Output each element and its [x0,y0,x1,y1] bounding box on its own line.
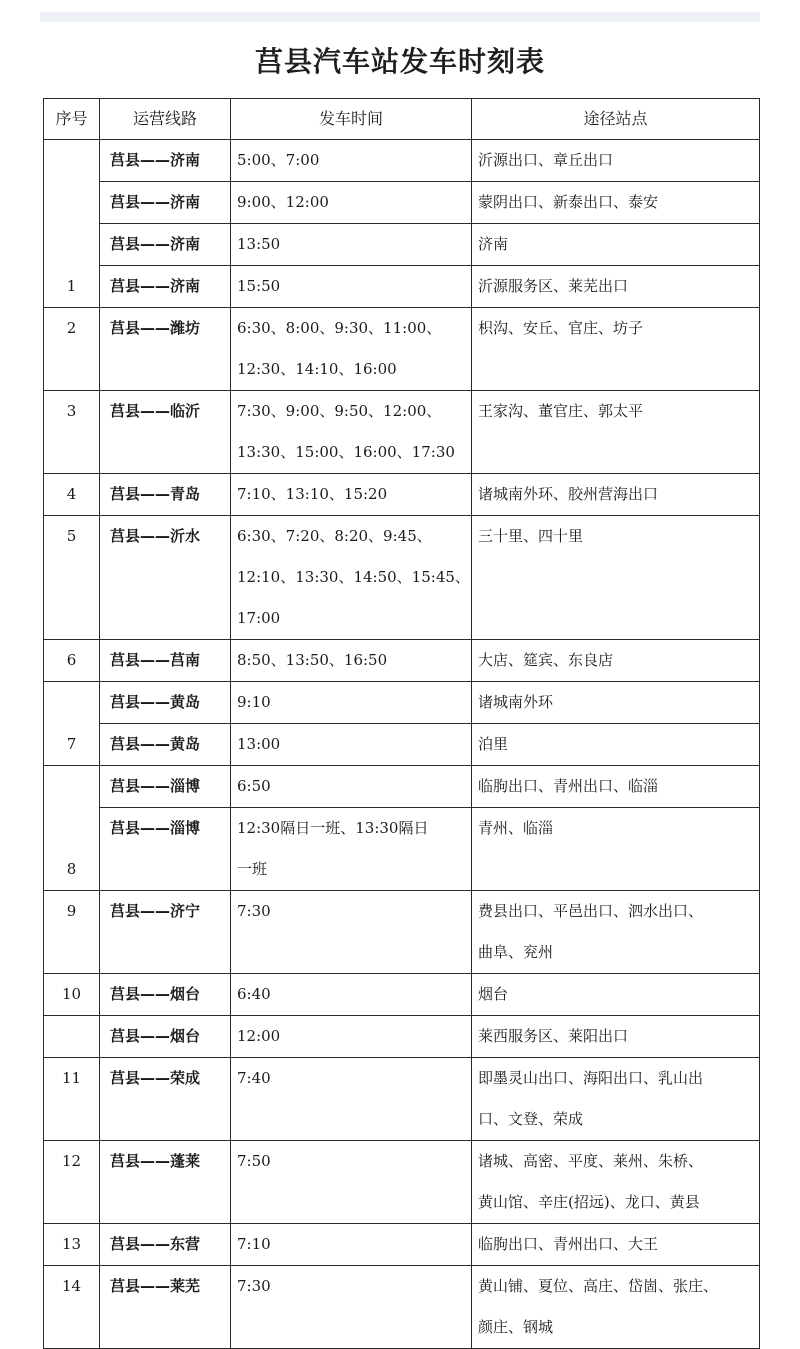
stops-cell [472,724,760,766]
table-row [44,516,760,640]
stops-cell [472,391,760,474]
stops-cell [472,1058,760,1141]
row-number: 8 [44,766,100,891]
stops-cell [472,224,760,266]
table-row [44,1266,760,1349]
stops-cell [472,640,760,682]
table-row [44,224,760,266]
stops-line: 颜庄、钢城 [478,1318,554,1336]
stops-line: 沂源服务区、莱芜出口 [478,277,629,295]
stops-cell [472,808,760,891]
row-number: 2 [44,308,100,391]
departure-times-cell [231,308,472,391]
row-number: 13 [44,1224,100,1266]
stops-line: 诸城南外环、胶州营海出口 [478,485,659,503]
stops-cell [472,308,760,391]
stops-line: 诸城南外环 [478,693,554,711]
departure-times-line: 8:50、13:50、16:50 [237,651,388,669]
route-cell: 莒县——济南 [100,266,231,308]
header-route: 运营线路 [100,99,231,140]
departure-times-cell [231,808,472,891]
departure-times-line: 12:00 [237,1027,281,1045]
stops-line: 蒙阴出口、新泰出口、泰安 [478,193,659,211]
departure-times-cell [231,640,472,682]
route-cell: 莒县——烟台 [100,974,231,1016]
stops-line: 大店、筵宾、东良店 [478,651,614,669]
stops-line: 临朐出口、青州出口、临淄 [478,777,659,795]
stops-line: 费县出口、平邑出口、泗水出口、 [478,902,704,920]
stops-cell [472,1141,760,1224]
stops-cell [472,974,760,1016]
route-cell: 莒县——济宁 [100,891,231,974]
stops-line: 三十里、四十里 [478,527,584,545]
departure-times-cell [231,1224,472,1266]
stops-cell [472,266,760,308]
stops-line: 烟台 [478,985,509,1003]
departure-times-cell [231,974,472,1016]
row-number: 10 [44,974,100,1016]
route-cell: 莒县——青岛 [100,474,231,516]
departure-times-cell [231,266,472,308]
header-times: 发车时间 [231,99,472,140]
row-number: 12 [44,1141,100,1224]
departure-times-line: 7:10、13:10、15:20 [237,485,388,503]
departure-times-line: 13:00 [237,735,281,753]
row-number: 1 [44,140,100,308]
departure-times-line: 7:50 [237,1152,271,1170]
departure-times-cell [231,891,472,974]
row-number: 6 [44,640,100,682]
stops-line: 枳沟、安丘、官庄、坊子 [478,319,644,337]
departure-times-line: 一班 [237,860,268,878]
route-cell: 莒县——蓬莱 [100,1141,231,1224]
departure-times-line: 9:10 [237,693,271,711]
route-cell: 莒县——沂水 [100,516,231,640]
stops-line: 莱西服务区、莱阳出口 [478,1027,629,1045]
stops-cell [472,474,760,516]
departure-times-cell [231,1058,472,1141]
route-cell: 莒县——济南 [100,182,231,224]
departure-times-line: 6:50 [237,777,271,795]
table-row [44,891,760,974]
departure-times-cell [231,724,472,766]
table-row [44,391,760,474]
stops-line: 诸城、高密、平度、莱州、朱桥、 [478,1152,704,1170]
departure-times-line: 6:30、8:00、9:30、11:00、 [237,319,442,337]
route-cell: 莒县——淄博 [100,766,231,808]
departure-times-cell [231,516,472,640]
departure-times-line: 7:30 [237,902,271,920]
stops-line: 曲阜、兖州 [478,943,554,961]
stops-line: 济南 [478,235,509,253]
row-number: 7 [44,682,100,766]
departure-times-line: 12:10、13:30、14:50、15:45、 [237,568,470,586]
table-row [44,266,760,308]
departure-times-line: 7:10 [237,1235,271,1253]
stops-cell [472,1224,760,1266]
top-bar [40,12,760,22]
route-cell: 莒县——临沂 [100,391,231,474]
table-row [44,724,760,766]
table-body [44,140,760,1349]
stops-cell [472,516,760,640]
departure-times-line: 5:00、7:00 [237,151,320,169]
departure-times-cell [231,391,472,474]
stops-cell [472,140,760,182]
route-cell: 莒县——淄博 [100,808,231,891]
row-number [44,1016,100,1058]
departure-times-line: 15:50 [237,277,281,295]
departure-times-line: 7:40 [237,1069,271,1087]
departure-times-line: 6:30、7:20、8:20、9:45、 [237,527,432,545]
stops-line: 临朐出口、青州出口、大王 [478,1235,659,1253]
departure-times-cell [231,766,472,808]
route-cell: 莒县——莱芜 [100,1266,231,1349]
departure-times-line: 7:30、9:00、9:50、12:00、 [237,402,442,420]
row-number: 9 [44,891,100,974]
table-row [44,1141,760,1224]
departure-times-line: 13:30、15:00、16:00、17:30 [237,443,455,461]
row-number: 3 [44,391,100,474]
table-row [44,974,760,1016]
route-cell: 莒县——荣成 [100,1058,231,1141]
table-row [44,766,760,808]
header-no: 序号 [44,99,100,140]
header-stops: 途径站点 [472,99,760,140]
departure-times-line: 7:30 [237,1277,271,1295]
row-number: 11 [44,1058,100,1141]
table-row [44,308,760,391]
table-row [44,474,760,516]
departure-times-line: 6:40 [237,985,271,1003]
table-row [44,140,760,182]
departure-times-cell [231,474,472,516]
stops-line: 即墨灵山出口、海阳出口、乳山出 [478,1069,704,1087]
stops-line: 黄山铺、夏位、高庄、岱崮、张庄、 [478,1277,719,1295]
departure-times-cell [231,1016,472,1058]
table-row [44,682,760,724]
stops-cell [472,766,760,808]
route-cell: 莒县——东营 [100,1224,231,1266]
stops-cell [472,1266,760,1349]
stops-cell [472,1016,760,1058]
departure-times-cell [231,224,472,266]
departure-times-line: 12:30隔日一班、13:30隔日 [237,819,429,837]
table-row [44,640,760,682]
table-header-row [44,99,760,140]
route-cell: 莒县——黄岛 [100,682,231,724]
stops-cell [472,891,760,974]
row-number: 4 [44,474,100,516]
table-row [44,182,760,224]
route-cell: 莒县——济南 [100,224,231,266]
stops-line: 青州、临淄 [478,819,554,837]
departure-times-cell [231,682,472,724]
departure-times-cell [231,1141,472,1224]
route-cell: 莒县——黄岛 [100,724,231,766]
departure-times-line: 13:50 [237,235,281,253]
page-title: 莒县汽车站发车时刻表 [254,45,545,78]
row-number: 14 [44,1266,100,1349]
stops-line: 黄山馆、辛庄(招远)、龙口、黄县 [478,1193,700,1211]
table-row [44,808,760,891]
departure-times-cell [231,1266,472,1349]
row-number: 5 [44,516,100,640]
departure-times-line: 12:30、14:10、16:00 [237,360,397,378]
departure-times-line: 9:00、12:00 [237,193,329,211]
route-cell: 莒县——烟台 [100,1016,231,1058]
table-row [44,1016,760,1058]
stops-line: 沂源出口、章丘出口 [478,151,614,169]
route-cell: 莒县——潍坊 [100,308,231,391]
route-cell: 莒县——莒南 [100,640,231,682]
stops-line: 王家沟、董官庄、郭太平 [478,402,644,420]
stops-cell [472,182,760,224]
table-row [44,1058,760,1141]
departure-times-line: 17:00 [237,609,281,627]
departure-times-cell [231,140,472,182]
schedule-table [43,98,760,1349]
route-cell: 莒县——济南 [100,140,231,182]
departure-times-cell [231,182,472,224]
table-row [44,1224,760,1266]
stops-cell [472,682,760,724]
stops-line: 泊里 [478,735,509,753]
stops-line: 口、文登、荣成 [478,1110,584,1128]
